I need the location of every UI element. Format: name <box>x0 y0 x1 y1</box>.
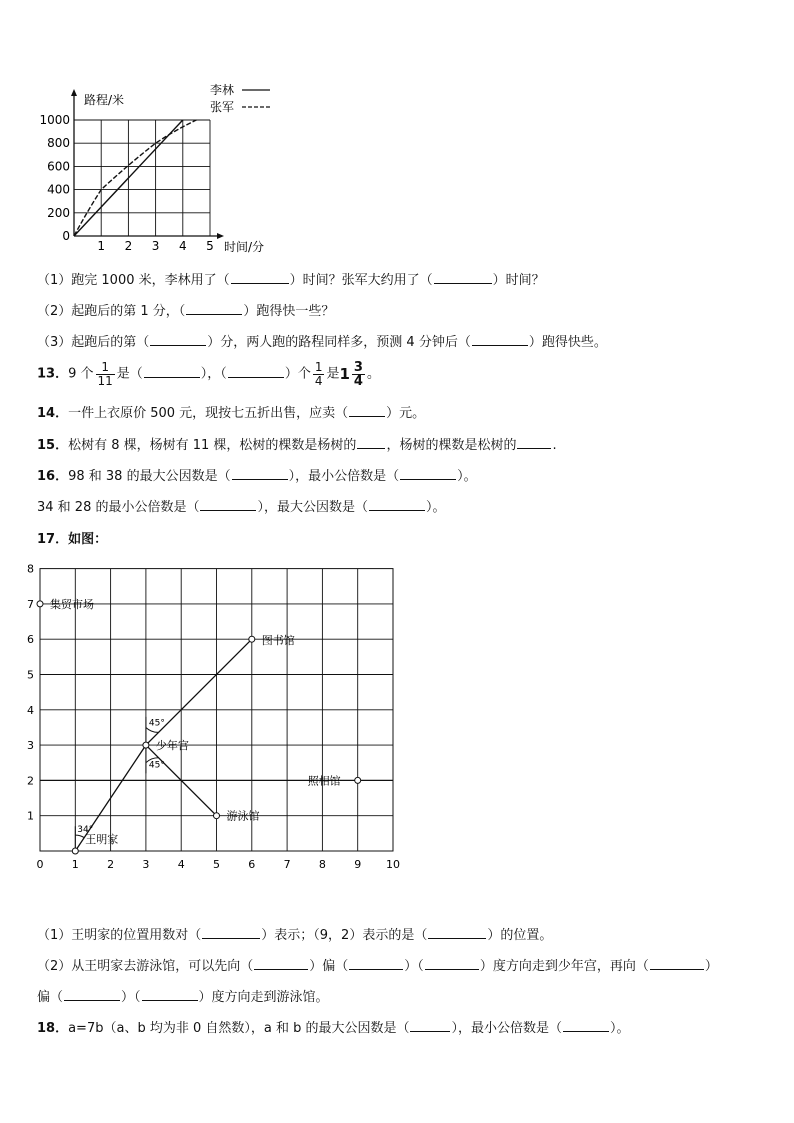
series-line-zhangjun <box>74 120 196 236</box>
angle-label-home: 34° <box>77 824 94 835</box>
angle-arc-home <box>75 835 84 837</box>
label-library: 图书馆 <box>261 634 295 648</box>
answer-blank[interactable] <box>232 467 288 480</box>
legend-label-lilin: 李林 <box>210 83 235 97</box>
answer-blank[interactable] <box>228 365 284 378</box>
point-home <box>72 848 78 854</box>
place-labels <box>50 597 341 846</box>
y-axis-arrow-icon <box>71 89 77 96</box>
y-tick-label: 2 <box>27 774 34 788</box>
q16-line1: 16．98 和 38 的最大公因数是（ ），最小公倍数是（ ）。 <box>37 469 477 484</box>
x-tick-label: 4 <box>177 858 185 871</box>
q12-part1: （1）跑完 1000 米，李林用了（ ）时间？张军大约用了（ ）时间？ <box>37 273 545 288</box>
x-tick-label: 7 <box>283 858 291 871</box>
position-grid-x-ticks <box>37 858 401 871</box>
x-tick-label: 5 <box>213 858 220 871</box>
x-axis-arrow-icon <box>217 233 224 239</box>
answer-blank[interactable] <box>349 957 403 970</box>
x-tick-label: 4 <box>178 239 187 253</box>
legend-label-zhangjun: 张军 <box>210 100 235 114</box>
point-studio <box>355 777 361 783</box>
angle-label-lower: 45° <box>148 760 165 771</box>
y-tick-label: 6 <box>27 633 34 647</box>
point-youth_palace <box>143 742 149 748</box>
answer-blank[interactable] <box>563 1019 609 1032</box>
y-tick-label: 8 <box>27 562 34 576</box>
x-tick-label: 5 <box>206 239 214 253</box>
running-chart-series <box>74 120 196 236</box>
point-market <box>37 601 43 607</box>
x-tick-label: 2 <box>107 858 115 871</box>
running-chart-x-label: 时间/分 <box>224 240 265 254</box>
q17-part1: （1）王明家的位置用数对（ ）表示；（9，2）表示的是（ ）的位置。 <box>37 928 553 943</box>
q13: 13．9 个 $\frac{1}{11}$ 是（ ），（ ）个 $\frac{1}{4}$ 是1 $\frac{3}{4}$ 。 <box>37 359 380 389</box>
x-tick-label: 3 <box>142 858 150 871</box>
point-pool <box>214 813 220 819</box>
q18: 18．a=7b（a、b 均为非 0 自然数），a 和 b 的最大公因数是（ ），最小公倍数是（ ）。 <box>37 1021 630 1036</box>
label-youth_palace: 少年宫 <box>155 739 189 753</box>
label-pool: 游泳馆 <box>226 809 260 823</box>
x-tick-label: 1 <box>71 858 79 871</box>
x-tick-label: 8 <box>318 858 326 871</box>
x-tick-label: 3 <box>151 239 160 253</box>
answer-blank[interactable] <box>428 926 486 939</box>
point-library <box>249 636 255 642</box>
y-tick-label: 600 <box>47 159 70 174</box>
answer-blank[interactable] <box>150 333 206 346</box>
running-chart <box>30 80 320 254</box>
answer-blank[interactable] <box>254 957 308 970</box>
answer-blank[interactable] <box>472 333 528 346</box>
y-tick-label: 4 <box>27 703 34 717</box>
y-tick-label: 5 <box>27 668 34 682</box>
answer-blank[interactable] <box>349 404 385 417</box>
answer-blank[interactable] <box>650 957 704 970</box>
q17-part2-line2: 偏（ ）（ ）度方向走到游泳馆。 <box>37 990 329 1005</box>
running-chart-x-ticks <box>97 239 213 253</box>
x-tick-label: 2 <box>124 239 133 253</box>
q16-line2: 34 和 28 的最小公倍数是（ ），最大公因数是（ ）。 <box>37 500 446 515</box>
answer-blank[interactable] <box>200 498 256 511</box>
y-tick-label: 400 <box>47 182 70 197</box>
q12-part2: （2）起跑后的第 1 分，（ ）跑得快一些？ <box>37 304 335 319</box>
x-tick-label: 1 <box>97 239 106 253</box>
y-tick-label: 1000 <box>39 113 70 127</box>
position-grid-lines <box>40 569 393 851</box>
angle-label-upper: 45° <box>148 718 165 729</box>
x-tick-label: 0 <box>36 858 44 871</box>
q14: 14．一件上衣原价 500 元，现按七五折出售，应卖（ ）元。 <box>37 406 426 421</box>
answer-blank[interactable] <box>434 271 492 284</box>
answer-blank[interactable] <box>142 988 198 1001</box>
answer-blank[interactable] <box>357 436 385 449</box>
position-grid-y-ticks <box>27 563 34 823</box>
answer-blank[interactable] <box>517 436 551 449</box>
fraction-1-11: $\frac{1}{11}$ <box>97 359 113 388</box>
position-grid <box>27 556 430 876</box>
answer-blank[interactable] <box>202 926 260 939</box>
answer-blank[interactable] <box>425 957 479 970</box>
fraction-3-4: $\frac{3}{4}$ <box>353 359 363 389</box>
y-tick-label: 7 <box>27 597 34 611</box>
answer-blank[interactable] <box>231 271 289 284</box>
answer-blank[interactable] <box>186 302 242 315</box>
q17-title: 17．如图： <box>37 532 108 547</box>
q15: 15．松树有 8 棵，杨树有 11 棵，松树的棵数是杨树的 ，杨树的棵数是松树的 . <box>37 438 557 453</box>
x-tick-label: 6 <box>248 858 256 871</box>
answer-blank[interactable] <box>64 988 120 1001</box>
label-market: 集贸市场 <box>50 597 94 611</box>
fraction-1-4: $\frac{1}{4}$ <box>314 359 323 388</box>
answer-blank[interactable] <box>400 467 456 480</box>
label-home: 王明家 <box>85 833 119 846</box>
answer-blank[interactable] <box>144 365 200 378</box>
running-chart-grid <box>74 120 210 236</box>
y-tick-label: 3 <box>27 739 34 753</box>
y-tick-label: 800 <box>47 136 70 151</box>
y-tick-label: 200 <box>47 205 70 220</box>
y-tick-label: 0 <box>62 229 70 243</box>
running-chart-y-label: 路程/米 <box>84 93 125 107</box>
q12-part3: （3）起跑后的第（ ）分，两人跑的路程同样多，预测 4 分钟后（ ）跑得快些。 <box>37 335 607 350</box>
answer-blank[interactable] <box>369 498 425 511</box>
x-tick-label: 9 <box>354 858 362 871</box>
y-tick-label: 1 <box>27 809 34 823</box>
label-studio: 照相馆 <box>307 774 341 788</box>
answer-blank[interactable] <box>410 1019 450 1032</box>
q17-part2-line1: （2）从王明家去游泳馆，可以先向（ ）偏（ ）（ ）度方向走到少年宫，再向（ ） <box>37 959 718 974</box>
x-tick-label: 10 <box>386 858 400 871</box>
running-chart-y-ticks <box>39 113 70 243</box>
